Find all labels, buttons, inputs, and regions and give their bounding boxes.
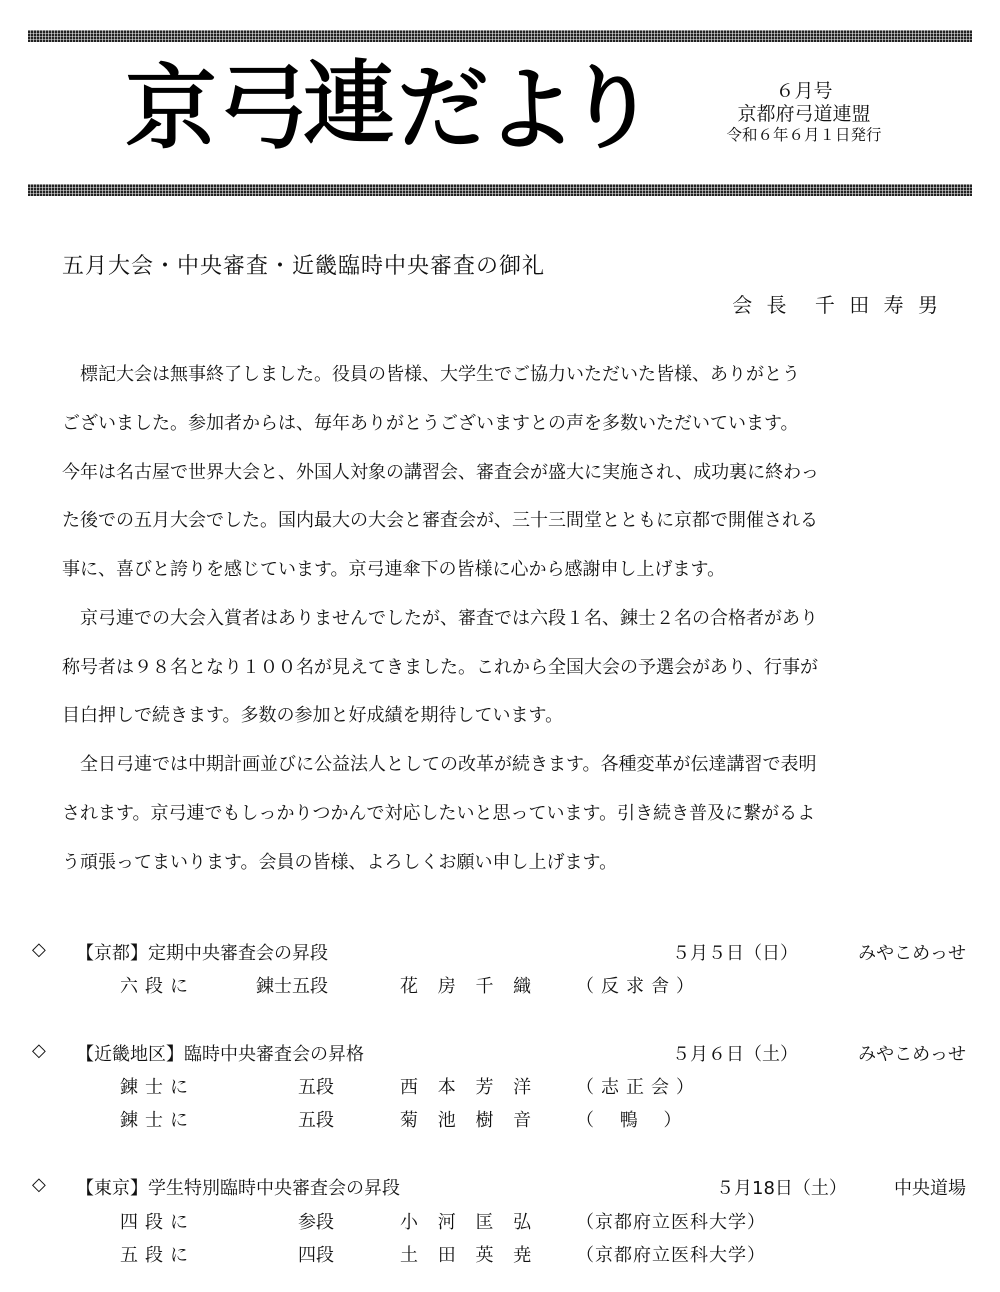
publish-date: 令和６年６月１日発行 bbox=[726, 126, 882, 144]
diamond-bullet-icon: ◇ bbox=[32, 1040, 46, 1061]
row-rank: 錬士に bbox=[120, 1077, 195, 1098]
body-line: 標記大会は無事終了しました。役員の皆様、大学生でご協力いただいた皆様、ありがとう bbox=[62, 364, 800, 385]
masthead-calligraphy bbox=[125, 51, 658, 168]
result-header bbox=[0, 1174, 1000, 1200]
body-line: 全日弓連では中期計画並びに公益法人としての改革が続きます。各種変革が伝達講習で表明 bbox=[62, 754, 817, 775]
row-member-name: 土 田 英 尭 bbox=[400, 1245, 539, 1266]
author-role: 会 長 bbox=[732, 293, 791, 317]
result-title: 【近畿地区】臨時中央審査会の昇格 bbox=[76, 1044, 364, 1065]
result-header bbox=[0, 939, 1000, 965]
result-venue: みやこめっせ bbox=[858, 943, 966, 964]
article-title: 五月大会・中央審査・近畿臨時中央審査の御礼 bbox=[62, 254, 546, 279]
article-body bbox=[62, 351, 946, 887]
result-date: ５月５日（日） bbox=[672, 943, 798, 964]
result-header bbox=[0, 1040, 1000, 1066]
result-venue: 中央道場 bbox=[894, 1178, 966, 1199]
row-rank: 六段に bbox=[120, 976, 195, 997]
row-rank: 錬士に bbox=[120, 1110, 195, 1131]
body-line: ございました。参加者からは、毎年ありがとうございますとの声を多数いただいています。 bbox=[62, 412, 799, 434]
masthead-glyph-2: 弓 bbox=[217, 55, 310, 162]
result-row bbox=[0, 1073, 1000, 1099]
row-member-name: 西 本 芳 洋 bbox=[400, 1077, 539, 1098]
row-rank: 四段に bbox=[120, 1212, 195, 1233]
row-previous-rank: 錬士五段 bbox=[256, 976, 328, 997]
row-club: （反求舎） bbox=[576, 976, 701, 997]
row-club: （京都府立医科大学） bbox=[576, 1212, 766, 1233]
row-member-name: 花 房 千 織 bbox=[400, 976, 539, 997]
issue-info bbox=[694, 80, 914, 145]
body-line: た後での五月大会でした。国内最大の大会と審査会が、三十三間堂とともに京都で開催される bbox=[62, 510, 818, 532]
result-row bbox=[0, 972, 1000, 998]
masthead-glyph-6: り bbox=[565, 55, 658, 162]
body-line: う頑張ってまいります。会員の皆様、よろしくお願い申し上げます。 bbox=[62, 851, 618, 873]
result-row bbox=[0, 1106, 1000, 1132]
row-club: （ 鴨 ） bbox=[576, 1110, 692, 1131]
row-previous-rank: 四段 bbox=[298, 1245, 334, 1266]
result-title: 【京都】定期中央審査会の昇段 bbox=[76, 943, 328, 964]
masthead-glyph-4: だ bbox=[397, 55, 490, 162]
diamond-bullet-icon: ◇ bbox=[32, 1174, 46, 1195]
masthead-glyph-5: よ bbox=[485, 57, 578, 164]
row-member-name: 菊 池 樹 音 bbox=[400, 1110, 539, 1131]
body-line: 京弓連での大会入賞者はありませんでしたが、審査では六段１名、錬士２名の合格者があり bbox=[62, 607, 818, 629]
body-line: 事に、喜びと誇りを感じています。京弓連傘下の皆様に心から感謝申し上げます。 bbox=[62, 559, 726, 580]
body-line: 今年は名古屋で世界大会と、外国人対象の講習会、審査会が盛大に実施され、成功裏に終わっ bbox=[62, 461, 819, 483]
publisher-name: 京都府弓道連盟 bbox=[737, 103, 871, 125]
row-member-name: 小 河 匡 弘 bbox=[400, 1212, 539, 1233]
masthead-logo bbox=[125, 51, 658, 168]
masthead-glyph-1: 京 bbox=[125, 55, 218, 162]
diamond-bullet-icon: ◇ bbox=[32, 939, 46, 960]
author-name: 千 田 寿 男 bbox=[814, 293, 942, 317]
row-previous-rank: 五段 bbox=[298, 1110, 334, 1131]
article-author bbox=[732, 289, 942, 318]
result-date: ５月６日（土） bbox=[672, 1044, 798, 1065]
result-row bbox=[0, 1241, 1000, 1267]
row-rank: 五段に bbox=[120, 1245, 195, 1266]
body-line: されます。京弓連でもしっかりつかんで対応したいと思っています。引き続き普及に繋がるよ bbox=[62, 802, 816, 824]
top-decorative-band bbox=[28, 30, 972, 42]
result-title: 【東京】学生特別臨時中央審査会の昇段 bbox=[76, 1178, 400, 1199]
row-club: （京都府立医科大学） bbox=[576, 1245, 766, 1266]
result-venue: みやこめっせ bbox=[858, 1044, 966, 1065]
row-previous-rank: 五段 bbox=[298, 1077, 334, 1098]
body-line: 称号者は９８名となり１００名が見えてきました。これから全国大会の予選会があり、行事が bbox=[62, 656, 818, 678]
row-previous-rank: 参段 bbox=[298, 1212, 334, 1233]
body-line: 目白押しで続きます。多数の参加と好成績を期待しています。 bbox=[62, 705, 564, 727]
result-row bbox=[0, 1208, 1000, 1234]
masthead-glyph-3: 連 bbox=[303, 51, 396, 158]
row-club: （志正会） bbox=[576, 1077, 701, 1098]
bottom-decorative-band bbox=[28, 184, 972, 196]
issue-number: ６月号 bbox=[775, 80, 833, 102]
result-date: ５月18日（土） bbox=[716, 1178, 847, 1199]
